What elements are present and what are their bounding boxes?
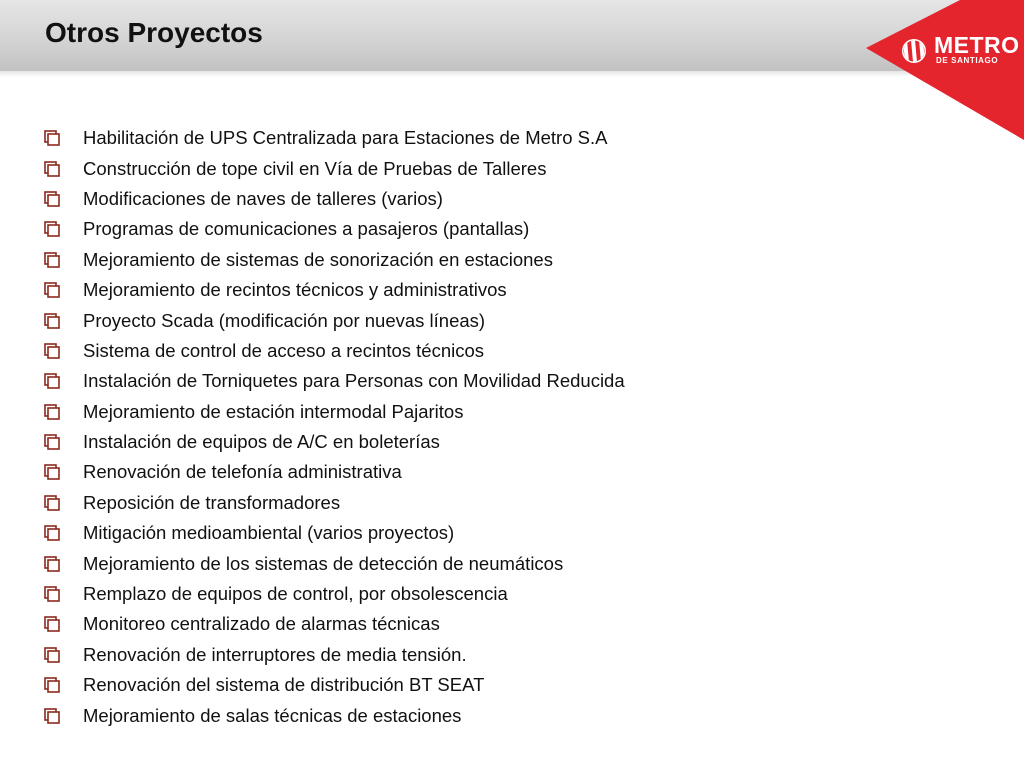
square-checkbox-bullet-icon [44,313,60,329]
project-list [44,123,625,731]
list-item-text: Monitoreo centralizado de alarmas técnicas [83,613,440,635]
square-checkbox-bullet-icon [44,647,60,663]
square-checkbox-bullet-icon [44,130,60,146]
list-item [44,366,625,396]
square-checkbox-bullet-icon [44,161,60,177]
list-item-text: Programas de comunicaciones a pasajeros (pantallas) [83,218,530,240]
list-item [44,275,625,305]
square-checkbox-bullet-icon [44,586,60,602]
list-item-text: Mejoramiento de los sistemas de detección de neumáticos [83,552,564,574]
slide-title: Otros Proyectos [45,17,263,48]
list-item-text: Remplazo de equipos de control, por obsolescencia [83,583,508,605]
square-checkbox-bullet-icon [44,556,60,572]
square-checkbox-bullet-icon [44,282,60,298]
list-item [44,123,625,153]
list-item-text: Instalación de Torniquetes para Personas con Movilidad Reducida [83,370,625,392]
list-item [44,670,625,700]
list-item [44,336,625,366]
list-item [44,700,625,730]
list-item [44,579,625,609]
square-checkbox-bullet-icon [44,373,60,389]
list-item-text: Proyecto Scada (modificación por nuevas líneas) [83,309,486,331]
list-item-text: Renovación de telefonía administrativa [83,461,402,483]
list-item-text: Reposición de transformadores [83,491,341,513]
list-item [44,305,625,335]
logo-red-panel [866,0,1024,140]
square-checkbox-bullet-icon [44,495,60,511]
list-item [44,184,625,214]
square-checkbox-bullet-icon [44,191,60,207]
square-checkbox-bullet-icon [44,708,60,724]
list-item-text: Mejoramiento de recintos técnicos y administrativos [83,279,507,301]
list-item-text: Renovación del sistema de distribución BT SEAT [83,674,485,696]
list-item [44,518,625,548]
list-item [44,457,625,487]
list-item-text: Mitigación medioambiental (varios proyectos) [83,522,455,544]
list-item-text: Modificaciones de naves de talleres (varios) [83,187,443,209]
square-checkbox-bullet-icon [44,464,60,480]
list-item [44,397,625,427]
list-item [44,214,625,244]
square-checkbox-bullet-icon [44,343,60,359]
list-item-text: Instalación de equipos de A/C en boleterías [83,431,440,453]
list-item [44,609,625,639]
list-item-text: Mejoramiento de sistemas de sonorización en estaciones [83,248,553,270]
square-checkbox-bullet-icon [44,252,60,268]
metro-santiago-logo-icon [902,39,926,63]
square-checkbox-bullet-icon [44,677,60,693]
square-checkbox-bullet-icon [44,525,60,541]
logo-wordmark: METRO [934,32,1020,58]
list-item-text: Habilitación de UPS Centralizada para Estaciones de Metro S.A [83,127,608,149]
logo-subtitle: DE SANTIAGO [936,56,999,65]
list-item-text: Mejoramiento de estación intermodal Pajaritos [83,400,464,422]
list-item [44,548,625,578]
square-checkbox-bullet-icon [44,404,60,420]
list-item-text: Renovación de interruptores de media tensión. [83,643,467,665]
list-item-text: Construcción de tope civil en Vía de Pruebas de Talleres [83,157,547,179]
square-checkbox-bullet-icon [44,434,60,450]
list-item [44,153,625,183]
square-checkbox-bullet-icon [44,221,60,237]
list-item [44,427,625,457]
list-item-text: Sistema de control de acceso a recintos técnicos [83,339,485,361]
list-item [44,245,625,275]
list-item [44,640,625,670]
list-item [44,488,625,518]
square-checkbox-bullet-icon [44,616,60,632]
list-item-text: Mejoramiento de salas técnicas de estaciones [83,704,462,726]
